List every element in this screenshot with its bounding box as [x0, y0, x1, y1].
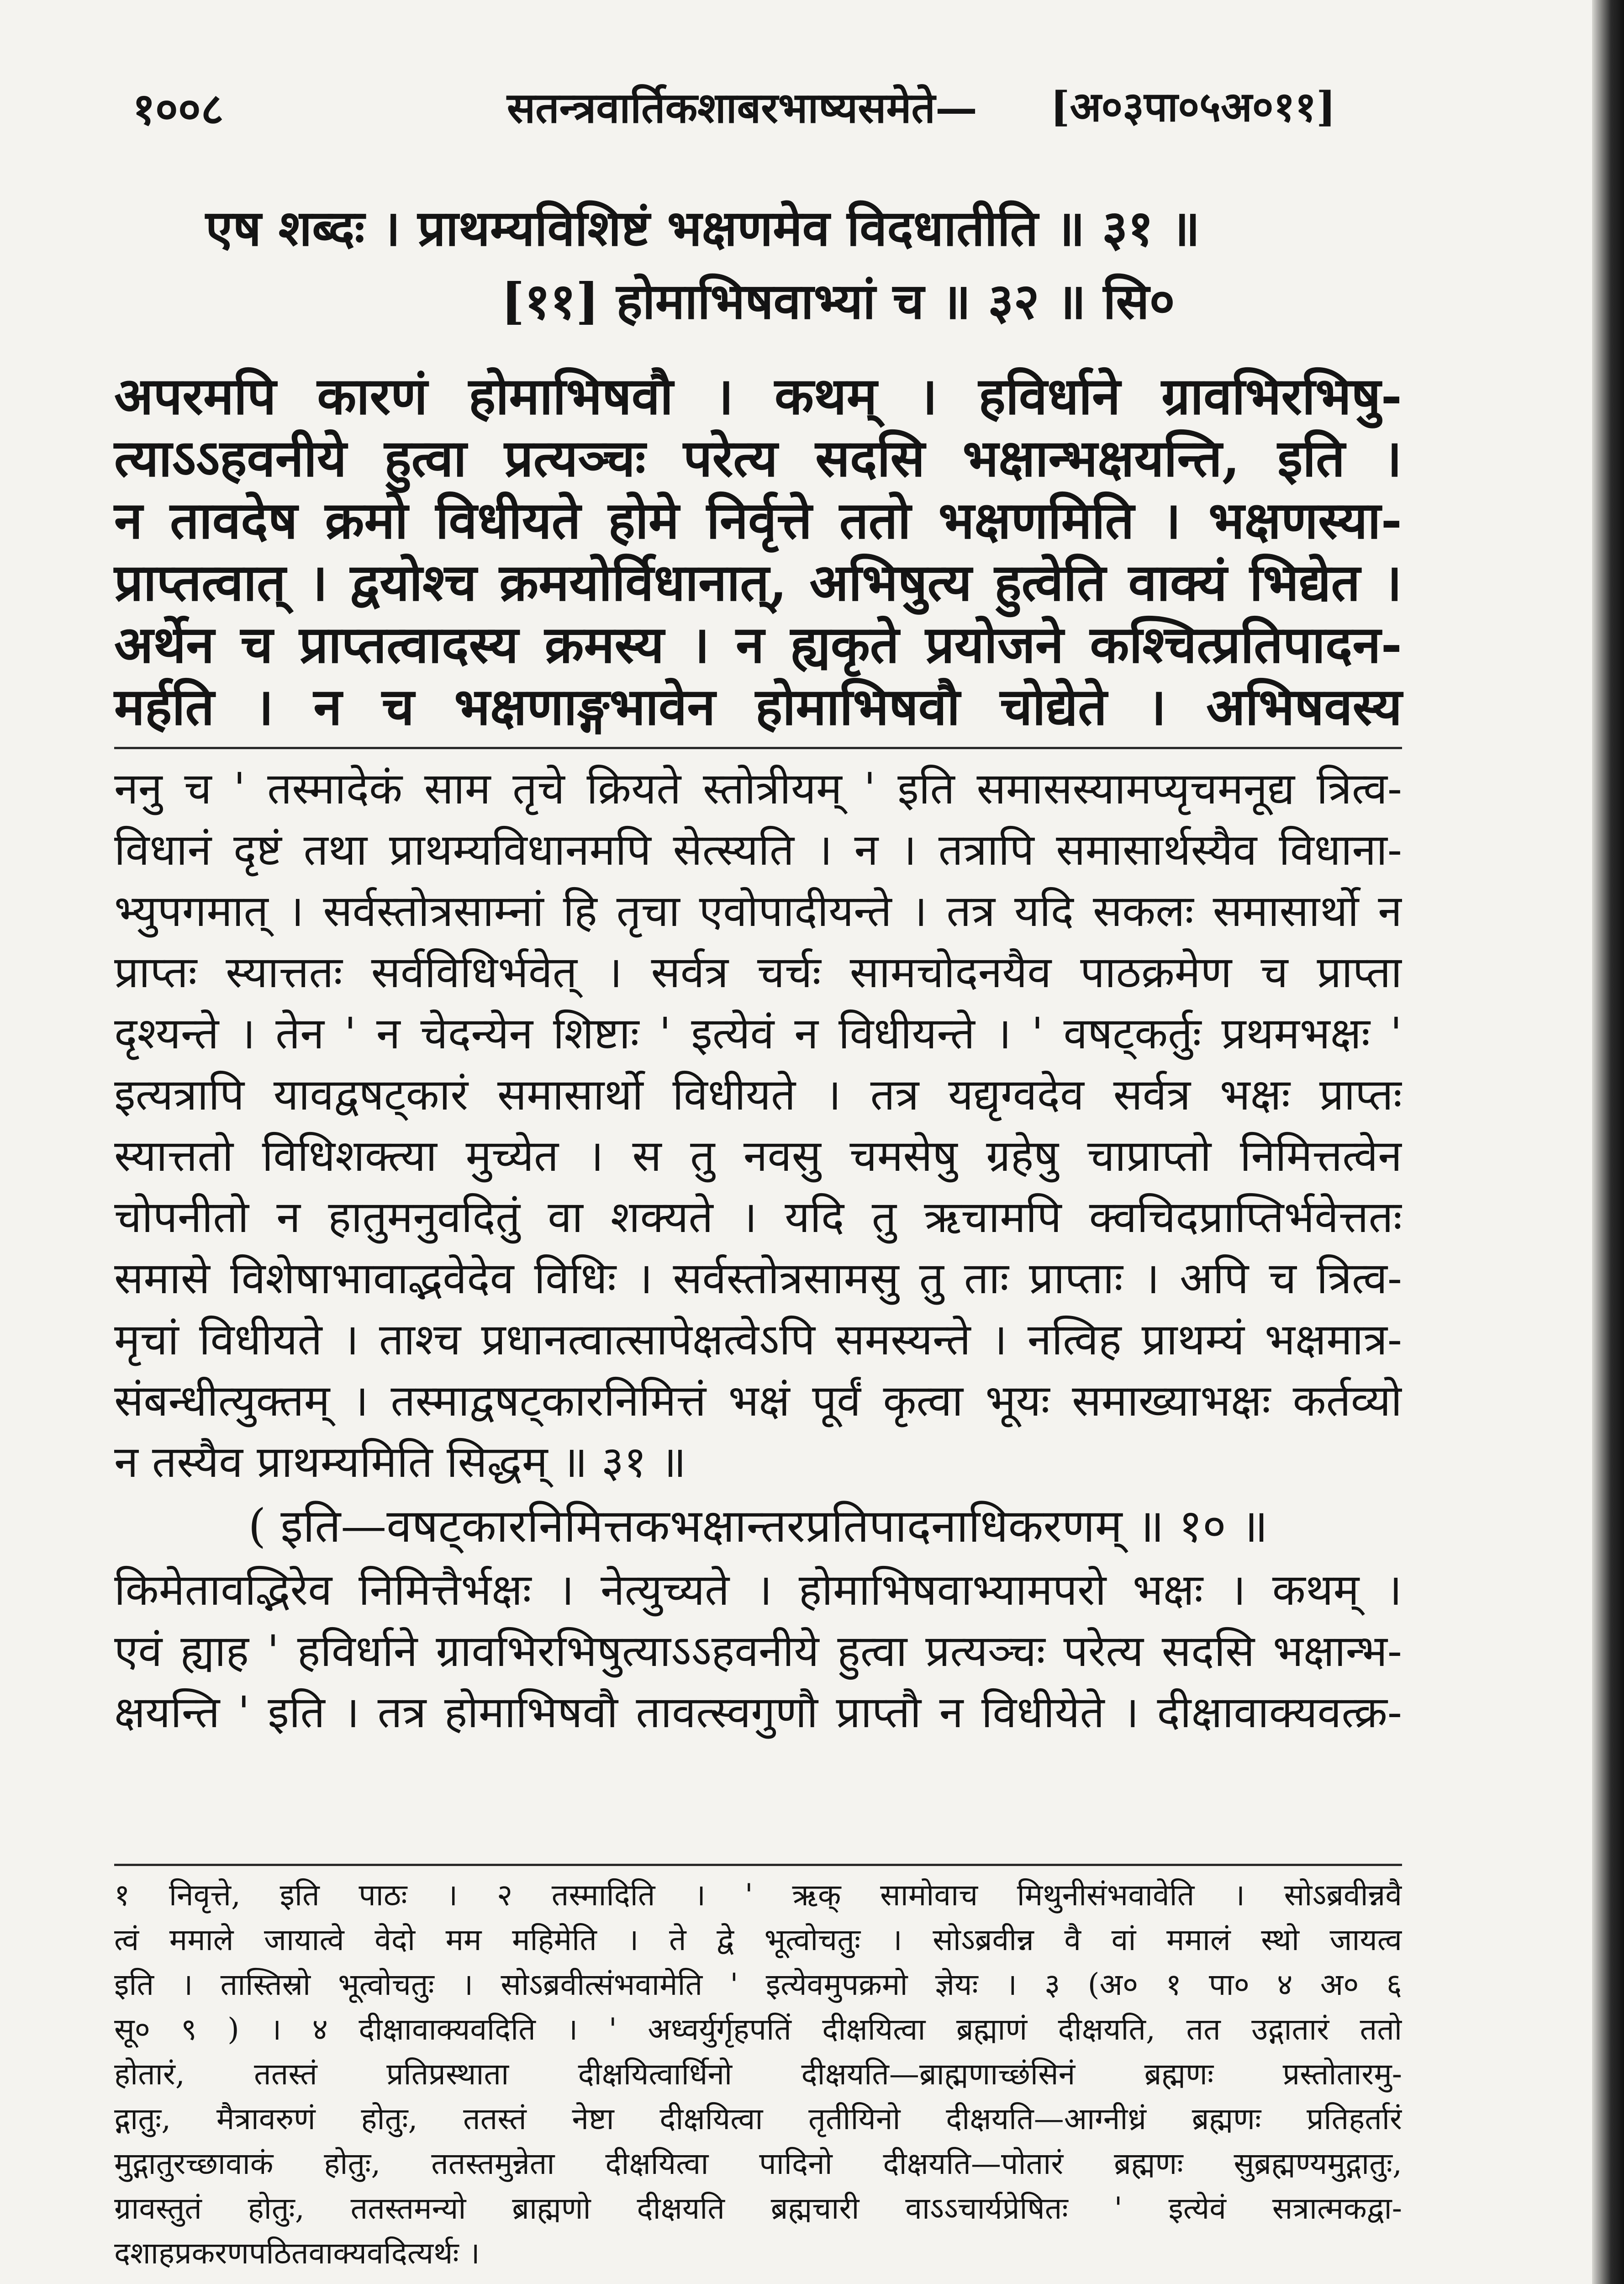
- book-spine-shadow: [1592, 0, 1624, 2284]
- footnote-line: १ निवृत्ते, इति पाठः । २ तस्मादिति । ' ऋक् सामोवाच मिथुनीसंभवावेति । सोऽब्रवीन्नवै: [114, 1877, 1402, 1913]
- running-title: सतन्त्रवार्तिकशाबरभाष्यसमेते—: [507, 83, 977, 132]
- sutra-line: एष शब्दः । प्राथम्यविशिष्टं भक्षणमेव विदधातीति ॥ ३१ ॥: [206, 200, 1200, 257]
- bhashya-line: मर्हति । न च भक्षणाङ्गभावेन होमाभिषवौ चोद्येते । अभिषवस्य: [114, 677, 1402, 737]
- footnote-line: होतारं, ततस्तं प्रतिप्रस्थाता दीक्षयित्वार्धिनो दीक्षयति—ब्राह्मणाच्छंसिनं ब्रह्मणः प्रस्तोतारमु-: [114, 2057, 1402, 2092]
- tika-line: चोपनीतो न हातुमनुवदितुं वा शक्यते । यदि तु ऋचामपि क्वचिदप्राप्तिर्भवेत्ततः: [114, 1192, 1402, 1242]
- bhashya-line: प्राप्तत्वात् । द्वयोश्च क्रमयोर्विधानात्, अभिषुत्य हुत्वेति वाक्यं भिद्येत ।: [114, 553, 1402, 613]
- tika-commentary: [114, 758, 1402, 1743]
- footnote-line: त्वं ममाले जायात्वे वेदो मम महिमेति । ते द्वे भूत्वोचतुः । सोऽब्रवीन्न वै वां ममालं स्थो जायत्व: [114, 1922, 1402, 1957]
- tika-line: इत्यत्रापि यावद्वषट्कारं समासार्थो विधीयते । तत्र यद्यृग्वदेव सर्वत्र भक्षः प्राप्तः: [114, 1070, 1402, 1120]
- footnote-line: दशाहप्रकरणपठितवाक्यवदित्यर्थः ।: [114, 2236, 480, 2271]
- tika-line: संबन्धीत्युक्तम् । तस्माद्वषट्कारनिमित्तं भक्षं पूर्वं कृत्वा भूयः समाख्याभक्षः कर्तव्यो: [114, 1376, 1402, 1426]
- tika-line: क्षयन्ति ' इति । तत्र होमाभिषवौ तावत्स्वगुणौ प्राप्तौ न विधीयेते । दीक्षावाक्यवत्क्र-: [114, 1687, 1402, 1738]
- running-header: [132, 69, 1457, 151]
- footnote-divider: [114, 1864, 1402, 1866]
- footnotes: [114, 1873, 1402, 2276]
- bhashya-line: त्याऽऽहवनीये हुत्वा प्रत्यञ्चः परेत्य सदसि भक्षान्भक्षयन्ति, इति ।: [114, 428, 1402, 488]
- bhashya-line: अर्थेन च प्राप्तत्वादस्य क्रमस्य । न ह्यकृते प्रयोजने कश्चित्प्रतिपादन-: [114, 615, 1402, 675]
- footnote-line: मुद्गातुरच्छावाकं होतुः, ततस्तमुन्नेता दीक्षयित्वा पादिनो दीक्षयति—पोतारं ब्रह्मणः सुब्रह्मण्यमुद्गातुः,: [114, 2146, 1402, 2181]
- tika-line: समासे विशेषाभावाद्भवेदेव विधिः । सर्वस्तोत्रसामसु तु ताः प्राप्ताः । अपि च त्रित्व-: [114, 1253, 1402, 1304]
- footnote-line: सू० ९ ) । ४ दीक्षावाक्यवदिति । ' अध्वर्युर्गृहपतिं दीक्षयित्वा ब्रह्माणं दीक्षयति, तत उद्गातारं ततो: [114, 2012, 1402, 2047]
- tika-line: एवं ह्याह ' हविर्धाने ग्रावभिरभिषुत्याऽऽहवनीये हुत्वा प्रत्यञ्चः परेत्य सदसि भक्षान्भ-: [114, 1626, 1402, 1676]
- footnote-line: ग्रावस्तुतं होतुः, ततस्तमन्यो ब्राह्मणो दीक्षयति ब्रह्मचारी वाऽऽचार्यप्रेषितः ' इत्येवं सत्रात्मकद्वा-: [114, 2191, 1402, 2226]
- tika-line: किमेतावद्भिरेव निमित्तैर्भक्षः । नेत्युच्यते । होमाभिषवाभ्यामपरो भक्षः । कथम् ।: [114, 1565, 1402, 1615]
- tika-line: भ्युपगमात् । सर्वस्तोत्रसाम्नां हि तृचा एवोपादीयन्ते । तत्र यदि सकलः समासार्थो न: [114, 886, 1402, 936]
- section-reference: [अ०३पा०५अ०११]: [1050, 83, 1336, 131]
- tika-line: विधानं दृष्टं तथा प्राथम्यविधानमपि सेत्स्यति । न । तत्रापि समासार्थस्यैव विधाना-: [114, 825, 1402, 875]
- footnote-line: द्गातुः, मैत्रावरुणं होतुः, ततस्तं नेष्टा दीक्षयित्वा तृतीयिनो दीक्षयति—आग्नीध्रं ब्रह्मणः प्रतिहर्तारं: [114, 2101, 1402, 2136]
- tika-line: मृचां विधीयते । ताश्च प्रधानत्वात्सापेक्षत्वेऽपि समस्यन्ते । नत्विह प्राथम्यं भक्षमात्र-: [114, 1315, 1402, 1365]
- adhikarana-end-marker: ( इति—वषट्कारनिमित्तकभक्षान्तरप्रतिपादनाधिकरणम् ॥ १० ॥: [248, 1499, 1268, 1553]
- bhashya-line: अपरमपि कारणं होमाभिषवौ । कथम् । हविर्धाने ग्रावभिरभिषु-: [114, 366, 1402, 426]
- tika-line: दृश्यन्ते । तेन ' न चेदन्येन शिष्टाः ' इत्येवं न विधीयन्ते । ' वषट्कर्तुः प्रथमभक्षः ': [114, 1009, 1402, 1059]
- tika-line: प्राप्तः स्यात्ततः सर्वविधिर्भवेत् । सर्वत्र चर्चः सामचोदनयैव पाठक्रमेण च प्राप्ता: [114, 947, 1402, 998]
- tika-line: ननु च ' तस्मादेकं साम तृचे क्रियते स्तोत्रीयम् ' इति समासस्यामप्यृचमनूद्य त्रित्व-: [114, 764, 1402, 814]
- bhashya-line: न तावदेष क्रमो विधीयते होमे निर्वृत्ते ततो भक्षणमिति । भक्षणस्या-: [114, 491, 1402, 550]
- tika-line: न तस्यैव प्राथम्यमिति सिद्धम् ॥ ३१ ॥: [114, 1437, 686, 1487]
- page-number: १००८: [132, 83, 224, 135]
- footnote-line: इति । तास्तिस्रो भूत्वोचतुः । सोऽब्रवीत्संभवामेति ' इत्येवमुपक्रमो ज्ञेयः । ३ (अ० १ पा० ४ अ० ६: [114, 1967, 1402, 2002]
- adhikarana-heading: [११] होमाभिषवाभ्यां च ॥ ३२ ॥ सि०: [501, 273, 1175, 330]
- section-divider: [114, 747, 1402, 749]
- tika-line: स्यात्ततो विधिशक्त्या मुच्येत । स तु नवसु चमसेषु ग्रहेषु चाप्राप्तो निमित्तत्वेन: [114, 1131, 1402, 1181]
- sutra-block: [114, 192, 1402, 338]
- bhashya-text: [114, 365, 1402, 738]
